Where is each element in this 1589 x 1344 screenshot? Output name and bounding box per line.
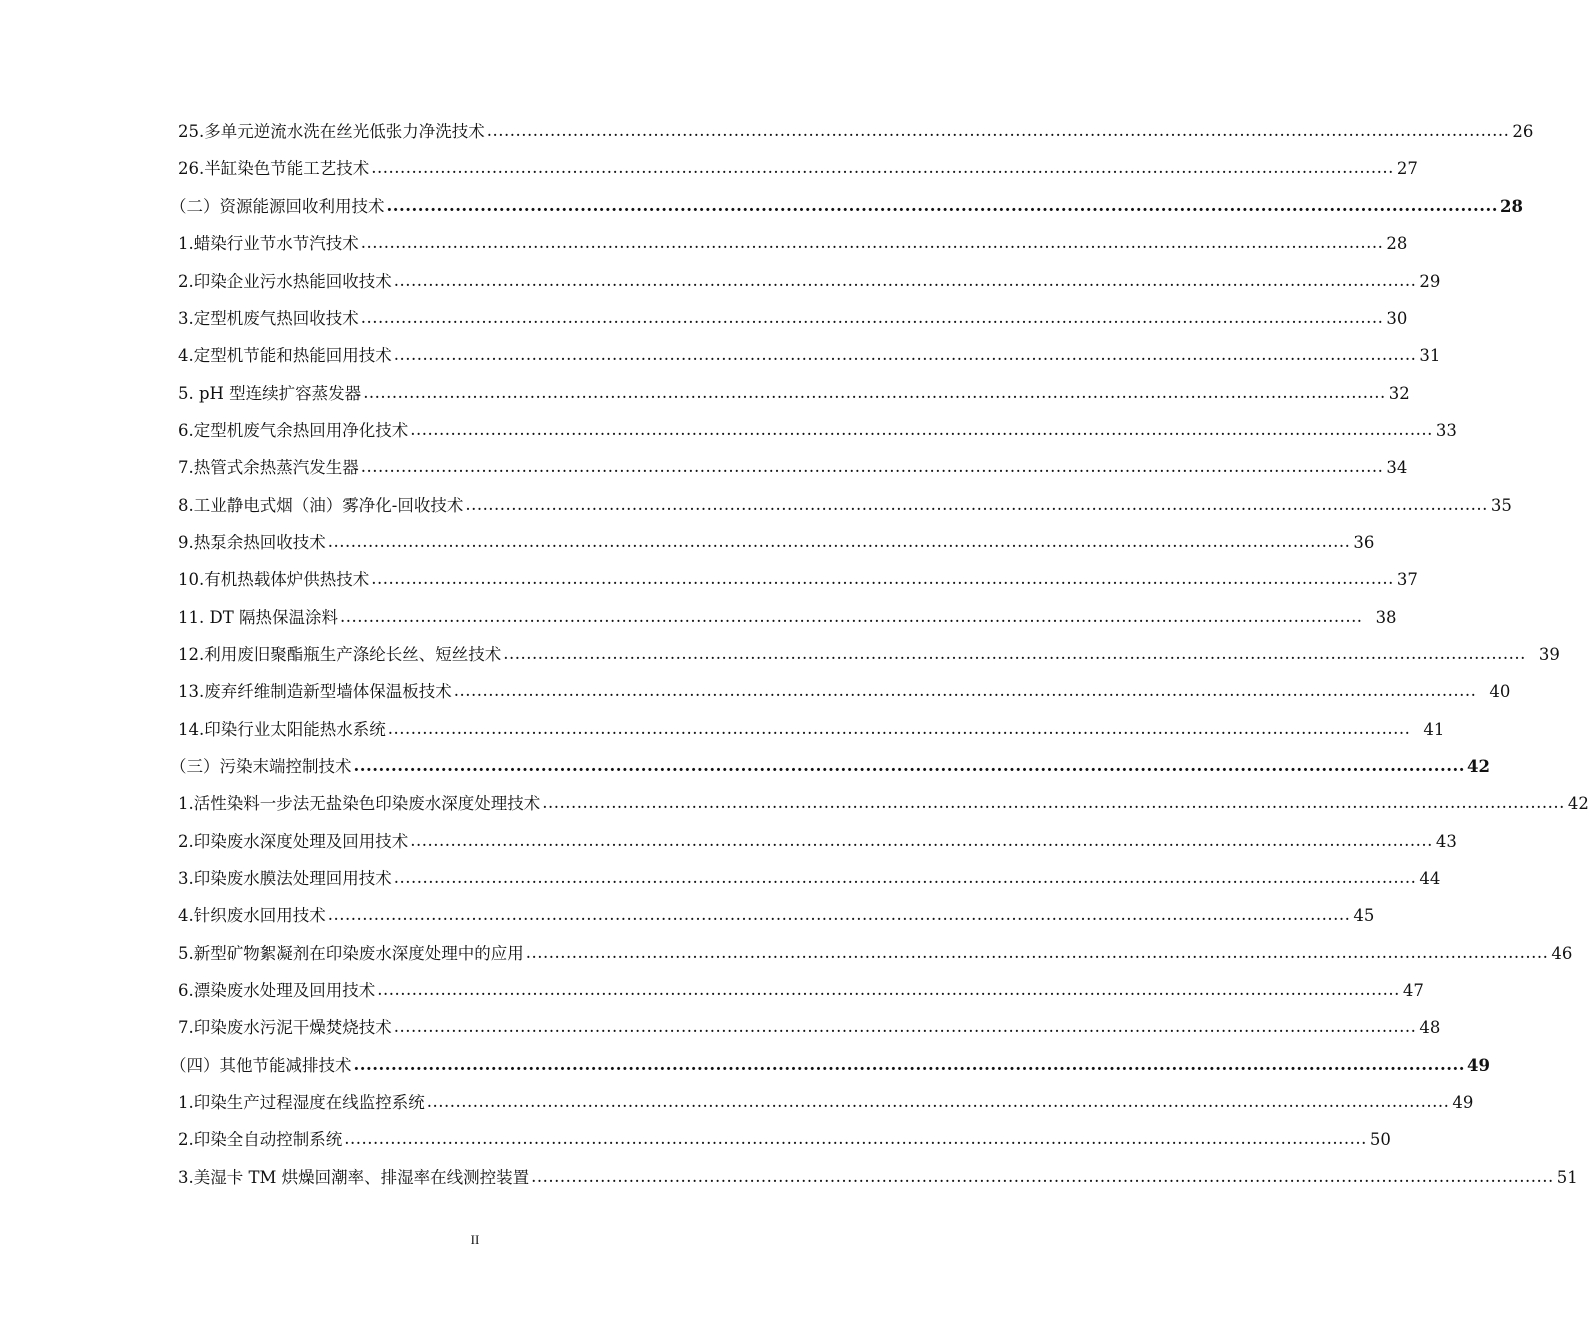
- toc-section-entry[interactable]: [170, 1055, 1490, 1077]
- toc-leader-dots: ..................................................................................................................................................................................: [393, 868, 1417, 887]
- toc-entry-title: 14.印染行业太阳能热水系统: [178, 720, 386, 739]
- toc-section-page: 49: [1467, 1056, 1490, 1075]
- toc-section-entry[interactable]: [170, 756, 1490, 778]
- toc-entry-title: 2.印染废水深度处理及回用技术: [178, 832, 409, 851]
- toc-entry[interactable]: [178, 1129, 1391, 1151]
- toc-entry-title: 3.印染废水膜法处理回用技术: [178, 869, 392, 888]
- toc-entry-title: 1.印染生产过程湿度在线监控系统: [178, 1093, 425, 1112]
- toc-leader-dots: ..................................................................................................................................................................................: [525, 943, 1549, 962]
- toc-section-title: （三）污染末端控制技术: [170, 757, 352, 776]
- toc-entry-title: 7.印染废水污泥干燥焚烧技术: [178, 1018, 392, 1037]
- toc-section-title: （二）资源能源回收利用技术: [170, 197, 385, 216]
- toc-leader-dots: ..................................................................................................................................................................................: [353, 756, 1466, 775]
- toc-leader-dots: ..................................................................................................................................................................................: [386, 196, 1499, 215]
- toc-section-title: （四）其他节能减排技术: [170, 1056, 352, 1075]
- toc-entry-title: 7.热管式余热蒸汽发生器: [178, 458, 359, 477]
- toc-entry-page: 40: [1489, 682, 1511, 701]
- toc-entry-title: 5.新型矿物絮凝剂在印染废水深度处理中的应用: [178, 944, 524, 963]
- toc-entry-page: 50: [1369, 1130, 1391, 1149]
- toc-entry[interactable]: [178, 1017, 1441, 1039]
- toc-entry[interactable]: [178, 644, 1560, 666]
- toc-entry-page: 37: [1396, 570, 1418, 589]
- toc-entry-title: 4.针织废水回用技术: [178, 906, 326, 925]
- toc-entry-page: 38: [1375, 608, 1397, 627]
- toc-entry-page: 29: [1419, 272, 1441, 291]
- toc-entry[interactable]: [178, 532, 1375, 554]
- toc-entry-title: 9.热泵余热回收技术: [178, 533, 326, 552]
- toc-leader-dots: ..................................................................................................................................................................................: [327, 532, 1351, 551]
- toc-leader-dots: ..................................................................................................................................................................................: [353, 1055, 1466, 1074]
- toc-leader-dots: ..................................................................................................................................................................................: [503, 644, 1526, 663]
- toc-entry-page: 32: [1388, 384, 1410, 403]
- toc-entry-page: 41: [1423, 720, 1445, 739]
- toc-entry-page: 35: [1490, 496, 1512, 515]
- toc-entry-page: 27: [1396, 159, 1418, 178]
- toc-leader-dots: ..................................................................................................................................................................................: [393, 1017, 1417, 1036]
- toc-entry[interactable]: [178, 495, 1512, 517]
- toc-leader-dots: ..................................................................................................................................................................................: [371, 569, 1394, 588]
- toc-entry-page: 33: [1435, 421, 1457, 440]
- toc-entry-page: 26: [1512, 122, 1534, 141]
- toc-entry[interactable]: [178, 607, 1397, 629]
- toc-leader-dots: ..................................................................................................................................................................................: [339, 607, 1363, 626]
- toc-entry[interactable]: [178, 905, 1375, 927]
- page-number: II: [470, 1232, 480, 1247]
- toc-entry-page: 34: [1386, 458, 1408, 477]
- toc-leader-dots: ..................................................................................................................................................................................: [360, 233, 1384, 252]
- toc-entry-title: 2.印染全自动控制系统: [178, 1130, 343, 1149]
- toc-entry[interactable]: [178, 345, 1441, 367]
- toc-leader-dots: ..................................................................................................................................................................................: [371, 158, 1394, 177]
- toc-entry-title: 1.蜡染行业节水节汽技术: [178, 234, 359, 253]
- toc-entry-page: 49: [1452, 1093, 1474, 1112]
- toc-entry-page: 28: [1386, 234, 1408, 253]
- toc-entry[interactable]: [178, 868, 1441, 890]
- toc-entry-title: 11. DT 隔热保温涂料: [178, 608, 338, 627]
- toc-entry[interactable]: [178, 569, 1418, 591]
- toc-entry[interactable]: [178, 233, 1408, 255]
- toc-entry-page: 51: [1556, 1168, 1578, 1187]
- toc-entry[interactable]: [178, 980, 1424, 1002]
- toc-entry-title: 4.定型机节能和热能回用技术: [178, 346, 392, 365]
- toc-leader-dots: ..................................................................................................................................................................................: [542, 793, 1565, 812]
- toc-leader-dots: ..................................................................................................................................................................................: [344, 1129, 1367, 1148]
- toc-entry[interactable]: [178, 383, 1410, 405]
- toc-entry-page: 46: [1551, 944, 1573, 963]
- toc-entry-title: 13.废弃纤维制造新型墙体保温板技术: [178, 682, 452, 701]
- toc-entry[interactable]: [178, 457, 1408, 479]
- toc-leader-dots: ..................................................................................................................................................................................: [410, 831, 1433, 850]
- toc-entry[interactable]: [178, 943, 1573, 965]
- toc-entry-title: 6.定型机废气余热回用净化技术: [178, 421, 409, 440]
- toc-entry-page: 44: [1419, 869, 1441, 888]
- toc-entry-title: 26.半缸染色节能工艺技术: [178, 159, 370, 178]
- toc-entry-title: 2.印染企业污水热能回收技术: [178, 272, 392, 291]
- toc-entry[interactable]: [178, 271, 1441, 293]
- toc-leader-dots: ..................................................................................................................................................................................: [363, 383, 1386, 402]
- toc-leader-dots: ..................................................................................................................................................................................: [426, 1092, 1450, 1111]
- toc-entry-title: 10.有机热载体炉供热技术: [178, 570, 370, 589]
- toc-entry[interactable]: [178, 158, 1418, 180]
- toc-leader-dots: ..................................................................................................................................................................................: [453, 681, 1477, 700]
- toc-entry[interactable]: [178, 681, 1511, 703]
- toc-entry[interactable]: [178, 1092, 1474, 1114]
- toc-entry-page: 48: [1419, 1018, 1441, 1037]
- toc-entry-title: 3.美湿卡 TM 烘燥回潮率、排湿率在线测控装置: [178, 1168, 530, 1187]
- toc-entry[interactable]: [178, 1167, 1578, 1189]
- toc-entry-title: 12.利用废旧聚酯瓶生产涤纶长丝、短丝技术: [178, 645, 502, 664]
- toc-section-page: 28: [1500, 197, 1523, 216]
- toc-leader-dots: ..................................................................................................................................................................................: [377, 980, 1400, 999]
- toc-entry-title: 25.多单元逆流水洗在丝光低张力净洗技术: [178, 122, 485, 141]
- toc-entry-page: 30: [1386, 309, 1408, 328]
- toc-section-entry[interactable]: [170, 196, 1523, 218]
- toc-entry[interactable]: [178, 308, 1408, 330]
- toc-leader-dots: ..................................................................................................................................................................................: [393, 271, 1417, 290]
- toc-entry-page: 42: [1567, 794, 1589, 813]
- toc-leader-dots: ..................................................................................................................................................................................: [531, 1167, 1554, 1186]
- toc-entry-title: 3.定型机废气热回收技术: [178, 309, 359, 328]
- toc-leader-dots: ..................................................................................................................................................................................: [327, 905, 1351, 924]
- toc-entry-page: 45: [1353, 906, 1375, 925]
- toc-entry-title: 5. pH 型连续扩容蒸发器: [178, 384, 362, 403]
- toc-entry[interactable]: [178, 420, 1457, 442]
- toc-entry-title: 1.活性染料一步法无盐染色印染废水深度处理技术: [178, 794, 541, 813]
- toc-leader-dots: ..................................................................................................................................................................................: [360, 457, 1384, 476]
- toc-leader-dots: ..................................................................................................................................................................................: [387, 719, 1411, 738]
- toc-leader-dots: ..................................................................................................................................................................................: [486, 121, 1510, 140]
- toc-entry[interactable]: [178, 831, 1457, 853]
- toc-entry-page: 47: [1402, 981, 1424, 1000]
- toc-leader-dots: ..................................................................................................................................................................................: [360, 308, 1384, 327]
- toc-section-page: 42: [1467, 757, 1490, 776]
- toc-entry-title: 8.工业静电式烟（油）雾净化-回收技术: [178, 496, 464, 515]
- toc-entry-title: 6.漂染废水处理及回用技术: [178, 981, 376, 1000]
- toc-leader-dots: ..................................................................................................................................................................................: [393, 345, 1417, 364]
- toc-entry-page: 43: [1435, 832, 1457, 851]
- toc-entry-page: 31: [1419, 346, 1441, 365]
- toc-leader-dots: ..................................................................................................................................................................................: [410, 420, 1433, 439]
- toc-entry-page: 39: [1538, 645, 1560, 664]
- toc-entry[interactable]: [178, 121, 1534, 143]
- toc-entry[interactable]: [178, 719, 1445, 741]
- toc-entry-page: 36: [1353, 533, 1375, 552]
- toc-entry[interactable]: [178, 793, 1589, 815]
- toc-leader-dots: ..................................................................................................................................................................................: [465, 495, 1488, 514]
